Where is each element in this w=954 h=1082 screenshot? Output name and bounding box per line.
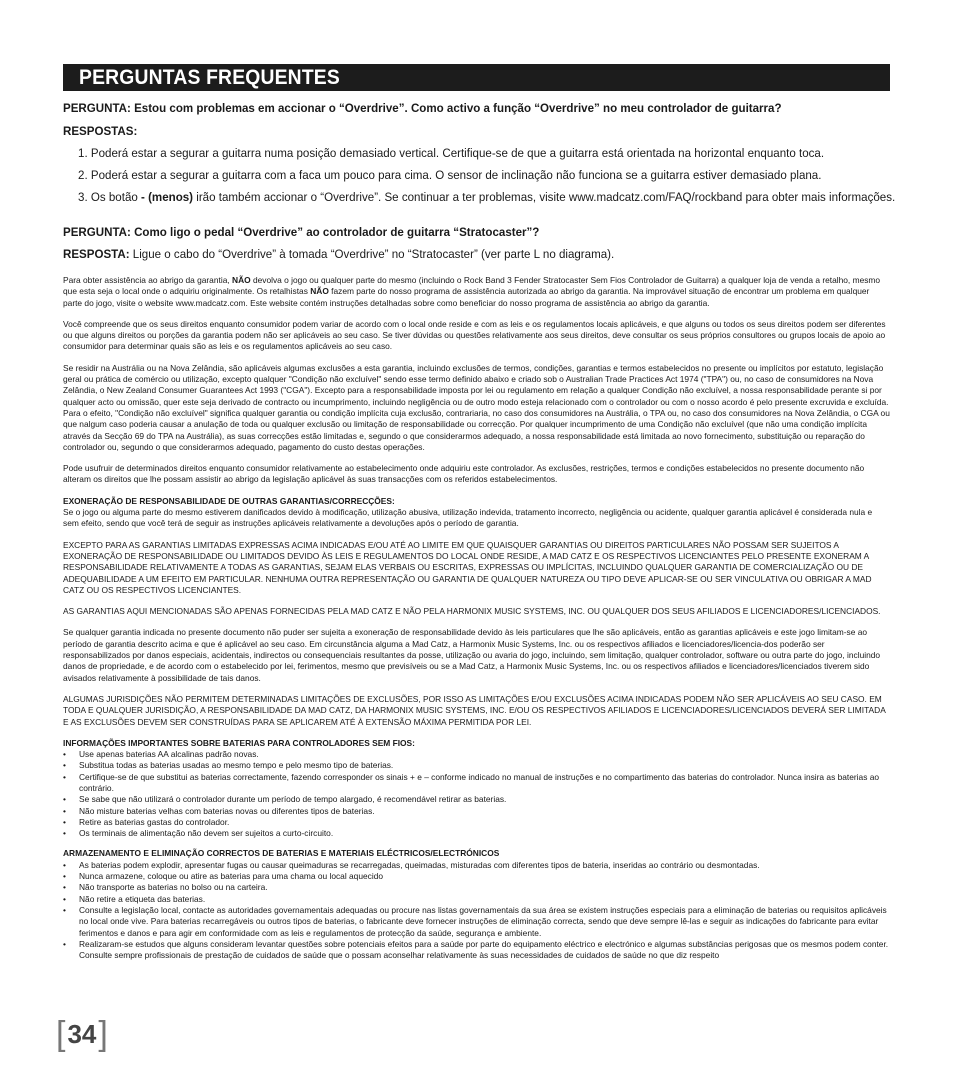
answer-item: 2. Poderá estar a segurar a guitarra com a faca um pouco para cima. O sensor de inclinação não funciona se a guitarra estiver demasiado plana. [78, 168, 822, 182]
list-item: • Não misture baterias velhas com baterias novas ou diferentes tipos de baterias. [63, 806, 890, 817]
legal-paragraph: Você compreende que os seus direitos enquanto consumidor podem variar de acordo com o local onde reside e com as leis e os regulamentos locais aplicáveis, e que alguns ou todos os seus direitos podem ser diferentes ou que alguns direitos ou porções da garantia podem não ser aplicáveis ao seu caso. Se tiver dúvidas ou questões relativamente aos seus direitos, deve consultar os seus próprios consultores ou grupos locais de apoio ao consumidor para determinar quais são as leis e os regulamentos aplicáveis ao seu caso. [63, 318, 886, 352]
question-2 [63, 224, 840, 240]
legal-paragraph: ALGUMAS JURISDIÇÕES NÃO PERMITEM DETERMINADAS LIMITAÇÕES DE EXCLUSÕES, POR ISSO AS LIMITAÇÕES E/OU EXCLUSÕES ACIMA INDICADAS PODEM NÃO SER APLICÁVEIS AO SEU CASO. EM TODA E QUALQUER JURISDIÇÃO, A RESPONSABILIDADE DA MAD CATZ, DA HARMONIX MUSIC SYSTEMS, INC. E/OU OS RESPECTIVOS AFILIADOS E LICENCIADORES/LICENCIADOS DEVERÁ SER LIMITADA E AS EXCLUSÕES DEVEM SER CONSTRUÍDAS PARA SE APLICAREM ATÉ À EXTENSÃO MÁXIMA PERMITIDA POR LEI. [63, 693, 886, 727]
question-text: Estou com problemas em accionar o “Overdrive”. Como activo a função “Overdrive” no meu controlador de guitarra? [134, 101, 782, 115]
list-item: • As baterias podem explodir, apresentar fugas ou causar queimaduras se recarregadas, queimadas, misturadas com diferentes tipos de bateria, inseridas ao contrário ou desmontadas. [63, 860, 890, 871]
list-item: • Não retire a etiqueta das baterias. [63, 894, 890, 905]
list-item: • Substitua todas as baterias usadas ao mesmo tempo e pelo mesmo tipo de baterias. [63, 760, 890, 771]
list-item: • Nunca armazene, coloque ou atire as baterias para uma chama ou local aquecido [63, 871, 890, 882]
answers-list [63, 145, 896, 205]
legal-text [63, 275, 890, 961]
list-item: • Consulte a legislação local, contacte as autoridades governamentais adequadas ou procure nas listas governamentais da sua área se existem instruções especiais para a eliminação de baterias ou requisitos aplicáveis no local onde vive. Para baterias recarregáveis ou outros tipos de baterias, o fabricante deve fornecer instruções de eliminação correcta, sendo que deve sempre lê-las e seguir as indicações do fabricante para evitar ferimentos e danos e para agir em conformidade com as leis e regulamentos de protecção da saúde, segurança e ambiente. [63, 905, 890, 939]
list-item: • Realizaram-se estudos que alguns consideram levantar questões sobre potenciais efeitos para a saúde por parte do equipamento eléctrico e electrónico e algumas substâncias perigosas que os mesmos podem conter. Consulte sempre profissionais de prestação de cuidados de saúde que o possam aconselhar relativamente às suas necessidades de cuidados de saúde no que diz respeito [63, 939, 890, 962]
answer-text: 3. Os botão [78, 190, 142, 204]
response-2 [63, 246, 840, 262]
legal-paragraph: Se qualquer garantia indicada no presente documento não puder ser sujeita a exoneração de responsabilidade devido às leis particulares que lhe são aplicáveis, então as garantias aplicáveis e este jogo limitam-se ao período de garantia descrito acima e que é aplicável ao seu caso. Em circunstância alguma a Mad Catz, a Harmonix Music Systems, Inc. ou os respectivos afiliados e licenciadores/licencia-dos poderão ser responsabilizados por danos especiais, acidentais, indirectos ou consequenciais resultantes da posse, utilização ou avaria do jogo, incluindo, sem limitação, qualquer controlador, software ou outra parte do jogo, incluindo danos de propriedade, e de acordo com o estabelecido por lei, ferimentos, mesmo que previsíveis ou se a Mad Catz, a Harmonix Music Systems, Inc. ou os respectivos afiliados e licenciadores/licenciados tiverem sido avisados relativamente à possibilidade de tais danos. [63, 627, 881, 683]
answer-bold: - (menos) [141, 190, 194, 204]
list-item: • Os terminais de alimentação não devem ser sujeitos a curto-circuito. [63, 828, 890, 839]
page-content [63, 64, 896, 970]
legal-paragraph: Se o jogo ou alguma parte do mesmo estiverem danificados devido à modificação, utilização abusiva, utilização indevida, tratamento incorrecto, negligência ou acidente, qualquer garantia aplicável é considerada nula e sem efeito, sendo que você terá de seguir as instruções aplicáveis relativamente a devoluções após o período de garantia. [63, 507, 873, 529]
question-label: PERGUNTA: [63, 101, 131, 115]
legal-paragraph: Pode usufruir de determinados direitos enquanto consumidor relativamente ao estabelecimento onde adquiriu este controlador. As exclusões, restrições, termos e condições estabelecidos no presente documento não alteram os direitos que lhe possam assistir ao abrigo da legislação aplicável às suas transacções com os referidos estabelecimentos. [63, 463, 865, 485]
list-item: • Se sabe que não utilizará o controlador durante um período de tempo alargado, é recomendável retirar as baterias. [63, 794, 890, 805]
bracket-left-icon: [ [56, 1015, 66, 1053]
list-item: • Não transporte as baterias no bolso ou na carteira. [63, 882, 890, 893]
question-label: PERGUNTA: [63, 225, 131, 239]
legal-paragraph: AS GARANTIAS AQUI MENCIONADAS SÃO APENAS FORNECIDAS PELA MAD CATZ E NÃO PELA HARMONIX MUSIC SYSTEMS, INC. OU QUALQUER DOS SEUS AFILIADOS E LICENCIADORES/LICENCIADOS. [63, 606, 881, 617]
list-item: • Use apenas baterias AA alcalinas padrão novas. [63, 749, 890, 760]
section-heading: INFORMAÇÕES IMPORTANTES SOBRE BATERIAS PARA CONTROLADORES SEM FIOS: [63, 737, 415, 748]
section-heading: EXONERAÇÃO DE RESPONSABILIDADE DE OUTRAS GARANTIAS/CORRECÇÕES: [63, 495, 395, 506]
bracket-right-icon: ] [98, 1015, 108, 1053]
question-1 [63, 100, 840, 116]
answer-item: 1. Poderá estar a segurar a guitarra numa posição demasiado vertical. Certifique-se de que a guitarra está orientada na horizontal enquanto toca. [78, 146, 825, 160]
battery-list [63, 749, 890, 839]
list-item: • Certifique-se de que substitui as baterias correctamente, fazendo corresponder os sinais + e – conforme indicado no manual de instruções e no compartimento das baterias do controlador. Nunca insira as baterias ao contrário. [63, 772, 890, 795]
title-banner [63, 64, 890, 91]
question-text: Como ligo o pedal “Overdrive” ao controlador de guitarra “Stratocaster”? [134, 225, 540, 239]
list-item: • Retire as baterias gastas do controlador. [63, 817, 890, 828]
response-label: RESPOSTA: [63, 247, 130, 261]
page-number-value: 34 [67, 1019, 97, 1049]
storage-list [63, 860, 890, 962]
response-text: Ligue o cabo do “Overdrive” à tomada “Overdrive” no “Stratocaster” (ver parte L no diagrama). [132, 247, 615, 261]
answer-text: irão também accionar o “Overdrive”. Se continuar a ter problemas, visite www.madcatz.com/FAQ/rockband para obter mais informações. [193, 190, 896, 204]
answers-label: RESPOSTAS: [63, 124, 138, 138]
legal-paragraph: EXCEPTO PARA AS GARANTIAS LIMITADAS EXPRESSAS ACIMA INDICADAS E/OU ATÉ AO LIMITE EM QUE QUAISQUER GARANTIAS OU DIREITOS PARTICULARES NÃO POSSAM SER SUJEITOS A EXONERAÇÃO DE RESPONSABILIDADE OU LIMITADOS DEVIDO ÀS LEIS E REGULAMENTOS DO LOCAL ONDE RESIDE, A MAD CATZ E OS RESPECTIVOS LICENCIANTES PELO PRESENTE EXONERAM A RESPONSABILIDADE RELATIVAMENTE A TODAS AS GARANTIAS, SEJAM ELAS VERBAIS OU ESCRITAS, EXPRESSAS OU IMPLÍCITAS, INCLUINDO QUALQUER GARANTIA DE COMERCIALIZAÇÃO OU DE ADEQUABILIDADE A UM EFEITO EM PARTICULAR. NENHUMA OUTRA REPRESENTAÇÃO OU GARANTIA DE QUALQUER NATUREZA OU TIPO DEVE APLICAR-SE OU SER VINCULATIVA OU OBRIGAR A MAD CATZ OU OS RESPECTIVOS LICENCIANTES. [63, 539, 872, 595]
section-heading: ARMAZENAMENTO E ELIMINAÇÃO CORRECTOS DE BATERIAS E MATERIAIS ELÉCTRICOS/ELECTRÓNICOS [63, 848, 500, 859]
page-number [56, 1015, 108, 1053]
legal-paragraph: Se residir na Austrália ou na Nova Zelândia, são aplicáveis algumas exclusões a esta garantia, incluindo exclusões de termos, condições, garantias e termos estabelecidos no presente ou implícitos por estatuto, legislação geral ou prática de comércio ou utilização, excepto qualquer "Condição não excluível" sendo esse termo definido abaixo e criado sob o Australian Trade Practices Act 1974 ("TPA") ou, no caso de consumidores na Nova Zelândia, o New Zealand Consumer Guarantees Act 1993 ("CGA"). Excepto para a responsabilidade imposta por lei ou regulamento em relação a qualquer Condição não excluível, a nossa responsabilidade perante si por qualquer acto ou omissão, quer este seja derivado de contracto ou incumprimento, incluindo negligência ou de outro modo esteja relacionado com o controlador ou com o nosso acordo é pelo presente excruvida e excluída. Para o efeito, "Condição não excluível" significa qualquer garantia ou condição implícita cuja exclusão, contrariaria, no caso dos consumidores na Austrália, o TPA ou, no caso dos consumidores na Nova Zelândia, o CGA ou que nalgum caso poderia causar a anulação de toda ou qualquer exclusão ou limitação de responsabilidade ou correcção. Por qualquer incumprimento de uma Condição não excluível (que não uma condição implícita através da Secção 69 do TPA na Austrália), as suas correcções estão limitadas e, segundo o que considerarmos adequado, a nossa responsabilidade está limitada ao novo fornecimento, substituição ou reparação do controlador ou, segundo o que considerarmos adequado, pagamento do custo destas operações. [63, 362, 890, 452]
answer-item [63, 189, 896, 205]
page-title: PERGUNTAS FREQUENTES [79, 65, 340, 89]
legal-paragraph: Para obter assistência ao abrigo da garantia, NÃO devolva o jogo ou qualquer parte do mesmo (incluindo o Rock Band 3 Fender Stratocaster Sem Fios Controlador de Guitarra) a qualquer loja de venda a retalho, mesmo que esta seja o local onde o adquiriu originalmente. Os retalhistas NÃO fazem parte do nosso programa de assistência autorizada ao abrigo da garantia. Na improvável situação de encontrar um problema em qualquer parte do jogo, visite o website www.madcatz.com. Este website contém instruções detalhadas sobre como beneficiar do nosso programa de assistência ao abrigo da garantia. [63, 275, 881, 308]
